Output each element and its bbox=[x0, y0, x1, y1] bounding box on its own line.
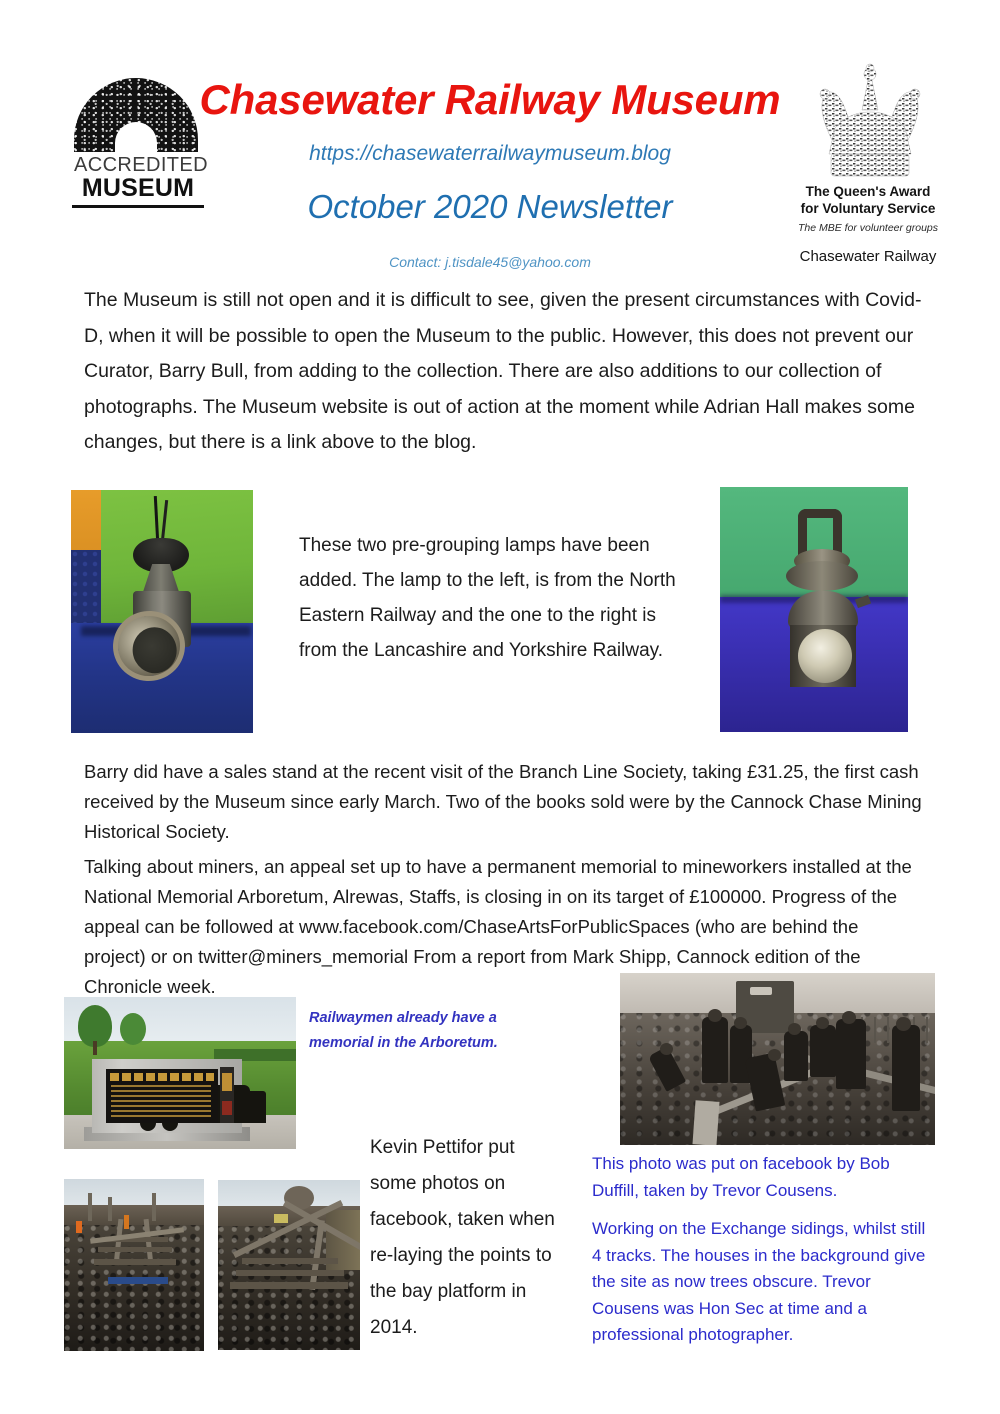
page-title: Chasewater Railway Museum bbox=[199, 76, 781, 123]
queens-award-logo bbox=[793, 62, 943, 277]
blog-url-link[interactable]: https://chasewaterrailwaymuseum.blog bbox=[309, 142, 671, 165]
photo-exchange-sidings-workers bbox=[620, 973, 935, 1145]
caption-workers-credit: This photo was put on facebook by Bob Duffill, taken by Trevor Cousens. bbox=[592, 1154, 890, 1200]
crown-icon bbox=[811, 62, 929, 182]
award-line-1: The Queen's Award bbox=[805, 184, 931, 199]
caption-memorial: Railwaymen already have a memorial in the Arboretum. bbox=[309, 1010, 498, 1051]
photo-lamp-lancashire-yorkshire bbox=[720, 487, 908, 732]
intro-paragraph: The Museum is still not open and it is difficult to see, given the present circumstances with Covid-D, when it will be possible to open the Museum to the public. However, this does not prevent our Curator, Barry Bull, from adding to the collection. There are also additions to our collection of photographs. The Museum website is out of action at the moment while Adrian Hall makes some changes, but there is a link above to the blog. bbox=[84, 289, 922, 453]
newsletter-title: October 2020 Newsletter bbox=[307, 188, 673, 225]
contact-email[interactable]: Contact: j.tisdale45@yahoo.com bbox=[389, 254, 591, 270]
newsletter-header bbox=[0, 0, 1000, 282]
award-subtitle: The MBE for volunteer groups bbox=[797, 222, 939, 234]
accredited-label: ACCREDITED bbox=[74, 154, 209, 176]
photo-track-relaying bbox=[64, 1179, 204, 1351]
award-line-2: for Voluntary Service bbox=[800, 201, 936, 216]
photo-lamp-north-eastern bbox=[71, 490, 253, 733]
organisation-name: Chasewater Railway bbox=[799, 248, 937, 265]
miners-paragraph: Talking about miners, an appeal set up to have a permanent memorial to mineworkers installed at the National Memorial Arboretum, Alrewas, Staffs, is closing in on its target of £100000. Progress of the appeal can be followed at www.facebook.com/ChaseArtsForPublicSpaces (who are behind the project) or on twitter@miners_memorial From a report from Mark Shipp, Cannock edition of the Chronicle week. bbox=[84, 856, 912, 997]
lamps-paragraph: These two pre-grouping lamps have been added. The lamp to the left, is from the North Eastern Railway and the one to the right is from the Lancashire and Yorkshire Railway. bbox=[299, 535, 676, 661]
kevin-paragraph: Kevin Pettifor put some photos on facebook, taken when re-laying the points to the bay platform in 2014. bbox=[370, 1137, 555, 1338]
museum-label: MUSEUM bbox=[81, 174, 195, 202]
photo-railway-memorial bbox=[64, 997, 296, 1149]
photo-bay-platform-points bbox=[218, 1180, 360, 1350]
sales-paragraph: Barry did have a sales stand at the recent visit of the Branch Line Society, taking £31.25, the first cash received by the Museum since early March. Two of the books sold were by the Cannock Chase Mining Historical Society. bbox=[84, 761, 922, 842]
caption-workers-description: Working on the Exchange sidings, whilst still 4 tracks. The houses in the background give the site as now trees obscure. Trevor Cousens was Hon Sec at time and a professional photographer. bbox=[592, 1219, 926, 1344]
